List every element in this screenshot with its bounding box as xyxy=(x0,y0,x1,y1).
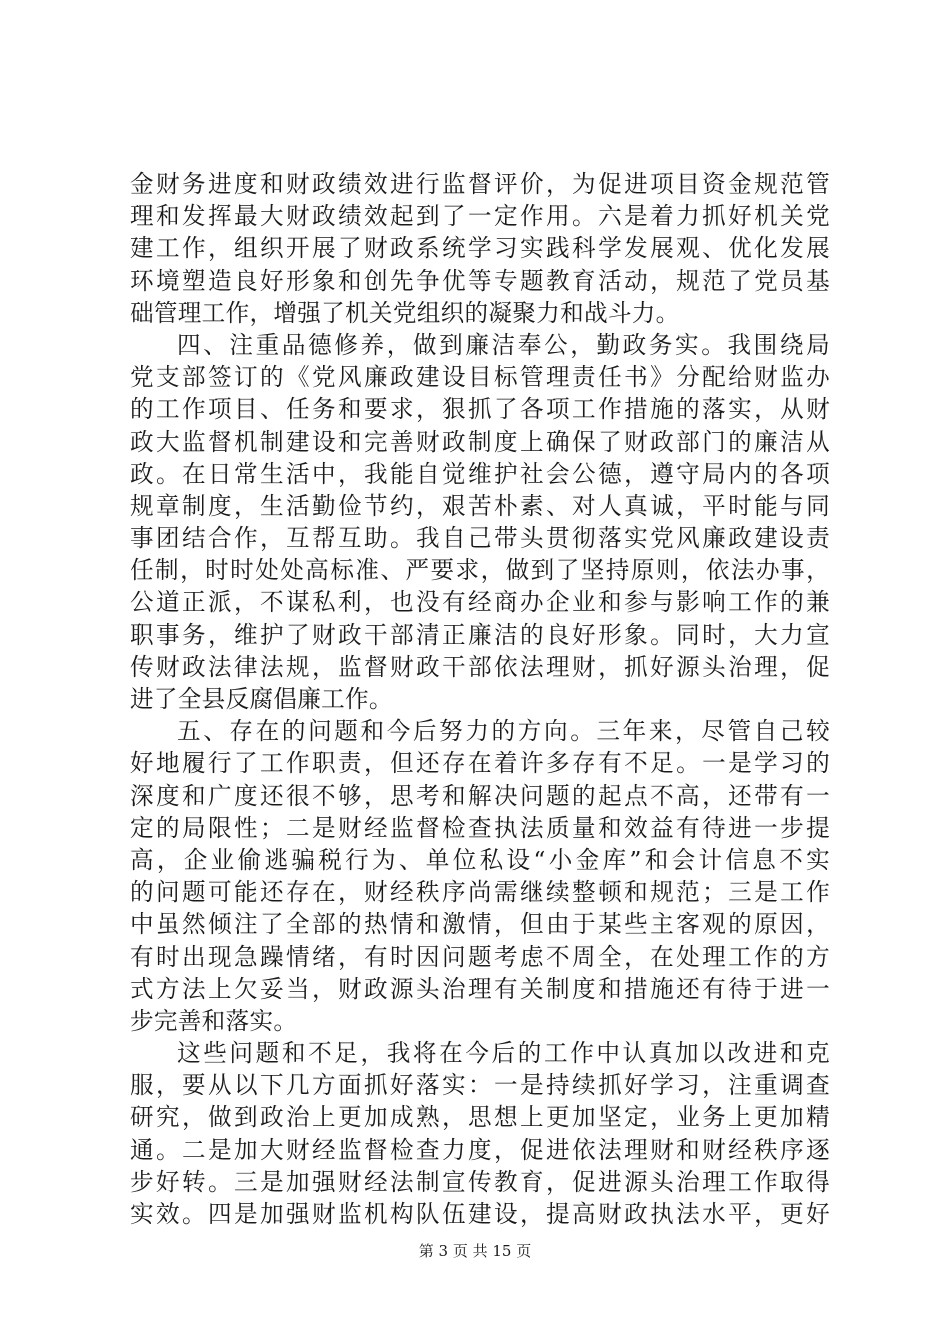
text-line: 传财政法律法规，监督财政干部依法理财，抓好源头治理，促 xyxy=(130,652,830,681)
text-line: 环境塑造良好形象和创先争优等专题教育活动，规范了党员基 xyxy=(130,266,830,295)
text-line: 实效。四是加强财监机构队伍建设，提高财政执法水平，更好 xyxy=(130,1200,830,1228)
text-line: 的问题可能还存在，财经秩序尚需继续整顿和规范；三是工作 xyxy=(130,878,830,907)
text-line: 政。在日常生活中，我能自觉维护社会公德，遵守局内的各项 xyxy=(130,459,830,488)
text-line: 规章制度，生活勤俭节约，艰苦朴素、对人真诚，平时能与同 xyxy=(130,491,830,520)
body-text xyxy=(130,168,830,1230)
text-line: 公道正派，不谋私利，也没有经商办企业和参与影响工作的兼 xyxy=(130,588,830,617)
text-line: 步好转。三是加强财经法制宣传教育，促进源头治理工作取得 xyxy=(130,1167,830,1196)
text-line: 好地履行了工作职责，但还存在着许多存有不足。一是学习的 xyxy=(130,749,830,778)
text-line: 步完善和落实。 xyxy=(130,1006,298,1035)
page-number-footer: 第 3 页 共 15 页 xyxy=(418,1242,532,1260)
text-line: 职事务，维护了财政干部清正廉洁的良好形象。同时，大力宣 xyxy=(130,620,830,649)
text-line: 党支部签订的《党风廉政建设目标管理责任书》分配给财监办 xyxy=(130,363,830,392)
text-line: 建工作，组织开展了财政系统学习实践科学发展观、优化发展 xyxy=(130,234,830,263)
text-line: 研究，做到政治上更加成熟，思想上更加坚定，业务上更加精 xyxy=(130,1103,830,1132)
paragraph-start-line: 四、注重品德修养，做到廉洁奉公，勤政务实。我围绕局 xyxy=(177,330,830,359)
text-line: 高，企业偷逃骗税行为、单位私设“小金库”和会计信息不实 xyxy=(130,845,830,874)
text-line: 通。二是加大财经监督检查力度，促进依法理财和财经秩序逐 xyxy=(130,1135,830,1164)
text-line: 政大监督机制建设和完善财政制度上确保了财政部门的廉洁从 xyxy=(130,427,830,456)
text-line: 定的局限性；二是财经监督检查执法质量和效益有待进一步提 xyxy=(130,813,830,842)
text-line: 式方法上欠妥当，财政源头治理有关制度和措施还有待于进一 xyxy=(130,974,830,1003)
text-line: 础管理工作，增强了机关党组织的凝聚力和战斗力。 xyxy=(130,298,680,327)
text-line: 事团结合作，互帮互助。我自己带头贯彻落实党风廉政建设责 xyxy=(130,524,830,553)
text-line: 中虽然倾注了全部的热情和激情，但由于某些主客观的原因， xyxy=(130,910,830,939)
text-line: 进了全县反腐倡廉工作。 xyxy=(130,685,393,713)
text-line: 金财务进度和财政绩效进行监督评价，为促进项目资金规范管 xyxy=(130,170,830,198)
text-line: 服，要从以下几方面抓好落实：一是持续抓好学习，注重调查 xyxy=(130,1071,830,1100)
text-line: 任制，时时处处高标准、严要求，做到了坚持原则，依法办事， xyxy=(130,556,830,585)
text-line: 有时出现急躁情绪，有时因问题考虑不周全，在处理工作的方 xyxy=(130,942,830,971)
paragraph-start-line: 这些问题和不足，我将在今后的工作中认真加以改进和克 xyxy=(177,1039,830,1068)
paragraph-start-line: 五、存在的问题和今后努力的方向。三年来，尽管自己较 xyxy=(177,717,830,746)
text-line: 深度和广度还很不够，思考和解决问题的起点不高，还带有一 xyxy=(130,781,830,810)
text-line: 的工作项目、任务和要求，狠抓了各项工作措施的落实，从财 xyxy=(130,395,830,424)
text-line: 理和发挥最大财政绩效起到了一定作用。六是着力抓好机关党 xyxy=(130,202,830,231)
